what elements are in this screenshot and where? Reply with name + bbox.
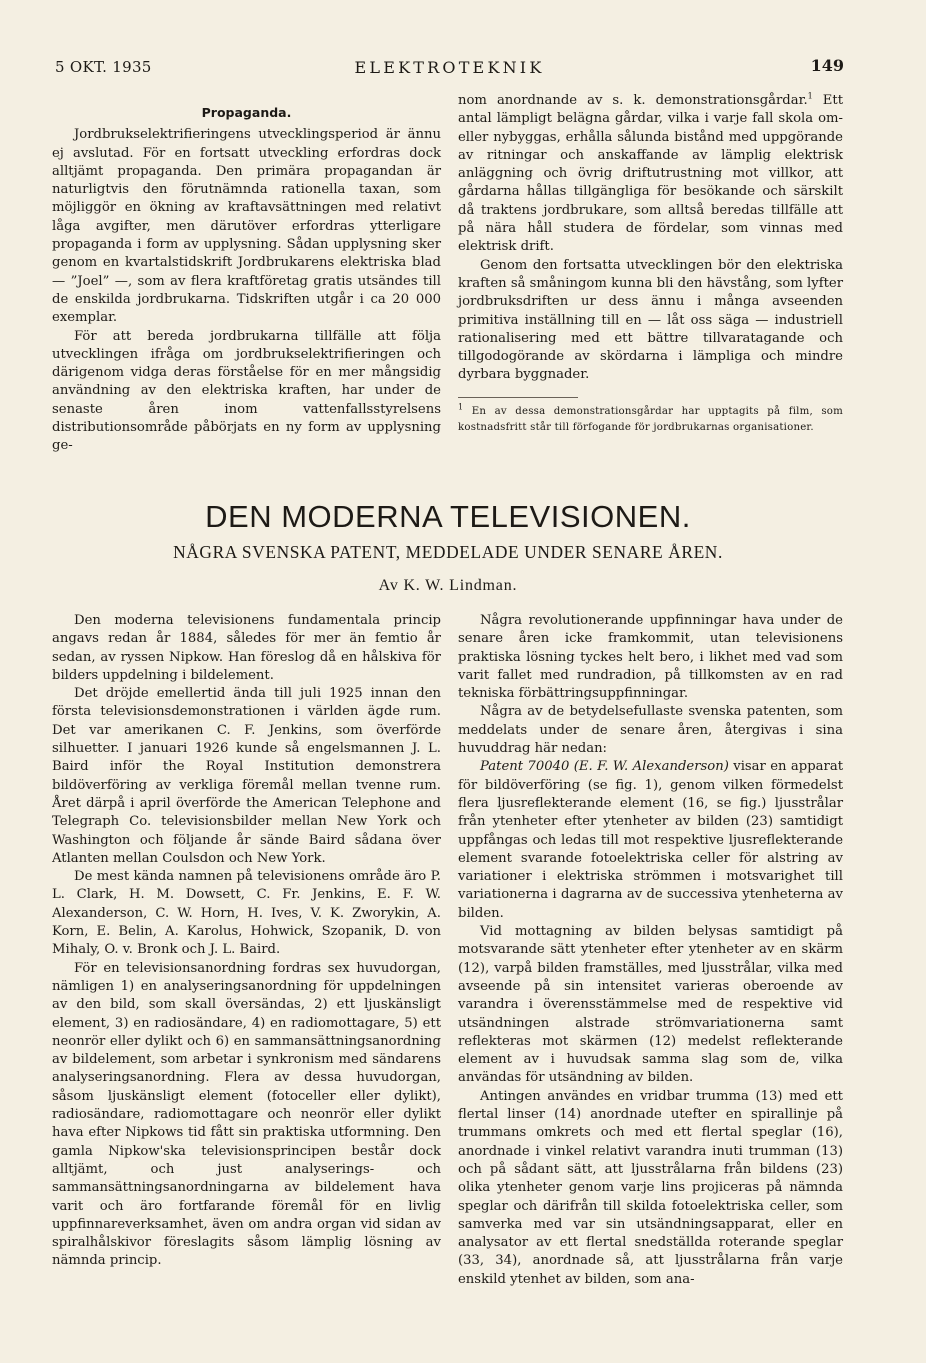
paragraph [458,758,843,923]
section-heading-propaganda: Propaganda. [201,105,292,120]
article-right-column [458,612,843,1289]
paragraph: Den moderna televisionens fundamentala princip angavs redan år 1884, således för mer än femtio år sedan, av ryssen Nipkow. Han föreslog då en hålskiva för bilders uppdelning i bildelement. [52,613,441,683]
paragraph: De mest kända namnen på televisionens område äro P. L. Clark, H. M. Dowsett, C. Fr. Jenkins, E. F. W. Alexanderson, C. W. Horn, H. Ives, V. K. Zworykin, A. Korn, E. Belin, A. Karolus, Hohwick, Szopanik, D. von Mihaly, O. v. Bronk och J. L. Baird. [52,869,441,958]
patent-label: Patent 70040 (E. F. W. Alexanderson) [480,759,729,775]
paragraph: Antingen användes en vridbar trumma (13) med ett flertal linser (14) anordnade utefter en spirallinje på trummans omkrets och med ett flertal speglar (16), anordnade i vinkel relativt varandra inuti trumman (13) och på sådant sätt, att ljusstrålarna från bildens (23) olika ytenheter genom varje lins projiceras på nämnda speglar och därifrån till skilda fotoelektriska celler, som samverka med var sin utsändningsapparat, eller en analysator av ett flertal snedställda roterande speglar (33, 34), anordnade så, att ljusstrålarna från varje enskild ytenhet av bilden, som ana- [458,1088,843,1287]
propaganda-left-column [52,104,441,456]
paragraph [458,92,843,257]
page-number: 149 [810,56,844,75]
paragraph: För att bereda jordbrukarna tillfälle att följa utvecklingen ifråga om jordbrukselektrifieringen och därigenom vidga deras förståelse för en mer mångsidig användning av den elektriska kraften, har under de senaste åren inom vattenfallsstyrelsens distributionsområde påbörjats en ny form av upplysning ge- [52,328,441,454]
article-title-block [52,497,844,597]
paragraph: Några revolutionerande uppfinningar hava under de senare åren icke framkommit, utan televisionens praktiska lösning tyckes helt bero, i likhet med vad som varit fallet med rundradion, på tillkomsten av en rad tekniska förbättringsuppfinningar. [458,613,843,702]
article-title: DEN MODERNA TELEVISIONEN. [205,499,691,534]
paragraph-text: visar en apparat för bildöverföring (se fig. 1), genom vilken förmedelst flera ljusreflekterande element (16, se fig.) ljusstrålar från ytenheter efter ytenheter av bilden (23) samtidigt uppfångas och ledas till mot respektive ljusreflekterande element svarande fotoelektriska celler för alstring av variationer i elektriska strömmen i motsvarighet till variationerna i dagrarna av de successiva ytenheterna av bilden. [458,759,843,921]
paragraph: Det dröjde emellertid ända till juli 1925 innan den första televisionsdemonstrationen i världen ägde rum. Det var amerikanen C. F. Jenkins, som överförde silhuetter. I januari 1926 kunde så engelsmannen J. L. Baird inför the Royal Institution demonstrera bildöverföring av verkliga föremål mellan tvenne rum. Året därpå i april överförde the American Telephone and Telegraph Co. televisionsbilder mellan New York och Washington och följande år sände Baird sådana över Atlanten mellan Coulsdon och New York. [52,686,441,866]
paragraph: Genom den fortsatta utvecklingen bör den elektriska kraften så småningom kunna bli den hävstång, som lyfter jordbruksdriften ur dess ännu i många avseenden primitiva inställning till en — låt oss säga — industriell rationalisering med ett bättre tillvaratagande och tillgodogörande av skördarna i lämpliga och mindre dyrbara byggnader. [458,257,844,383]
journal-name: ELEKTROTEKNIK [354,58,545,77]
paragraph: Vid mottagning av bilden belysas samtidigt på motsvarande sätt ytenheter efter ytenheter av en skärm (12), varpå bilden framställes, med ljusstrålar, vilka med avseende på sin intensitet varieras oberoende av varandra i överensstämmelse med de respektive vid utsändningen alstrade strömvariationerna samt reflekteras mot skärmen (12) medelst reflekterande element av i huvudsak samma slag som de, vilka användas för utsändning av bilden. [458,924,843,1086]
paragraph: Jordbrukselektrifieringens utvecklingsperiod är ännu ej avslutad. För en fortsatt utveckling erfordras dock alltjämt propaganda. Den primära propagandan är naturligtvis den förutnämnda rationella taxan, som möjliggör en ökning av kraftavsättningen med relativt låga avgifter, men därutöver erfordras ytterligare propaganda i form av upplysning. Sådan upplysning sker genom en kvartalstidskrift Jordbrukarens elektriska blad — ”Joel” —, som av flera kraftföretag gratis utsändes till de enskilda jordbrukarna. Tidskriften utgår i ca 20 000 exemplar. [52,127,441,326]
paragraph: Några av de betydelsefullaste svenska patenten, som meddelats under de senare åren, återgivas i sina huvuddrag här nedan: [458,704,843,757]
article-byline: Av K. W. Lindman. [378,577,518,594]
article-subtitle: NÅGRA SVENSKA PATENT, MEDDELADE UNDER SENARE ÅREN. [173,542,723,562]
propaganda-right-column [458,92,843,436]
issue-date: 5 OKT. 1935 [55,58,152,76]
paragraph-text: nom anordnande av s. k. demonstrationsgårdar. [458,93,808,108]
footnote-text: En av dessa demonstrationsgårdar har upptagits på film, som kostnadsfritt står till förfogande för jordbrukarnas organisationer. [458,405,843,433]
paragraph-text: Ett antal lämpligt belägna gårdar, vilka i varje fall skola om- eller nybyggas, erhålla sålunda bistånd med uppgörande av ritningar och anskaffande av lämplig elektrisk anläggning och övrig driftutrustning mot villkor, att gårdarna hållas tillgängliga för besökande och särskilt då traktens jordbrukare, som alltså beredas tillfälle att på nära håll studera de fördelar, som vinnas med elektrisk drift. [458,93,843,255]
paragraph: För en televisionsanordning fordras sex huvudorgan, nämligen 1) en analyseringsanordning för uppdelningen av den bild, som skall översändas, 2) ett ljuskänsligt element, 3) en radiosändare, 4) en radiomottagare, 5) ett neonrör eller dylikt och 6) en sammansättningsanordning av bildelement, som arbetar i synkronism med sändarens analyseringsanordning. Flera av dessa huvudorgan, såsom ljuskänsligt element (fotoceller eller dylikt), radiosändare, radiomottagare och neonrör eller dylikt hava efter Nipkows tid fått sin praktiska utformning. Den gamla Nipkow'ska televisionsprincipen består dock alltjämt, och just analyserings- och sammansättningsanordningarna av bildelement hava varit och äro fortfarande föremål för en livlig uppfinnareverksamhet, även om andra organ vid sidan av spiralhålskivor föreslagits såsom lämplig lösning av nämnda princip. [52,960,441,1269]
footnote [458,404,843,436]
footnote-number: 1 [458,402,464,412]
footnote-divider [458,397,578,398]
page-header [55,56,844,82]
footnote-marker: 1 [807,91,813,101]
article-left-column [52,612,441,1271]
